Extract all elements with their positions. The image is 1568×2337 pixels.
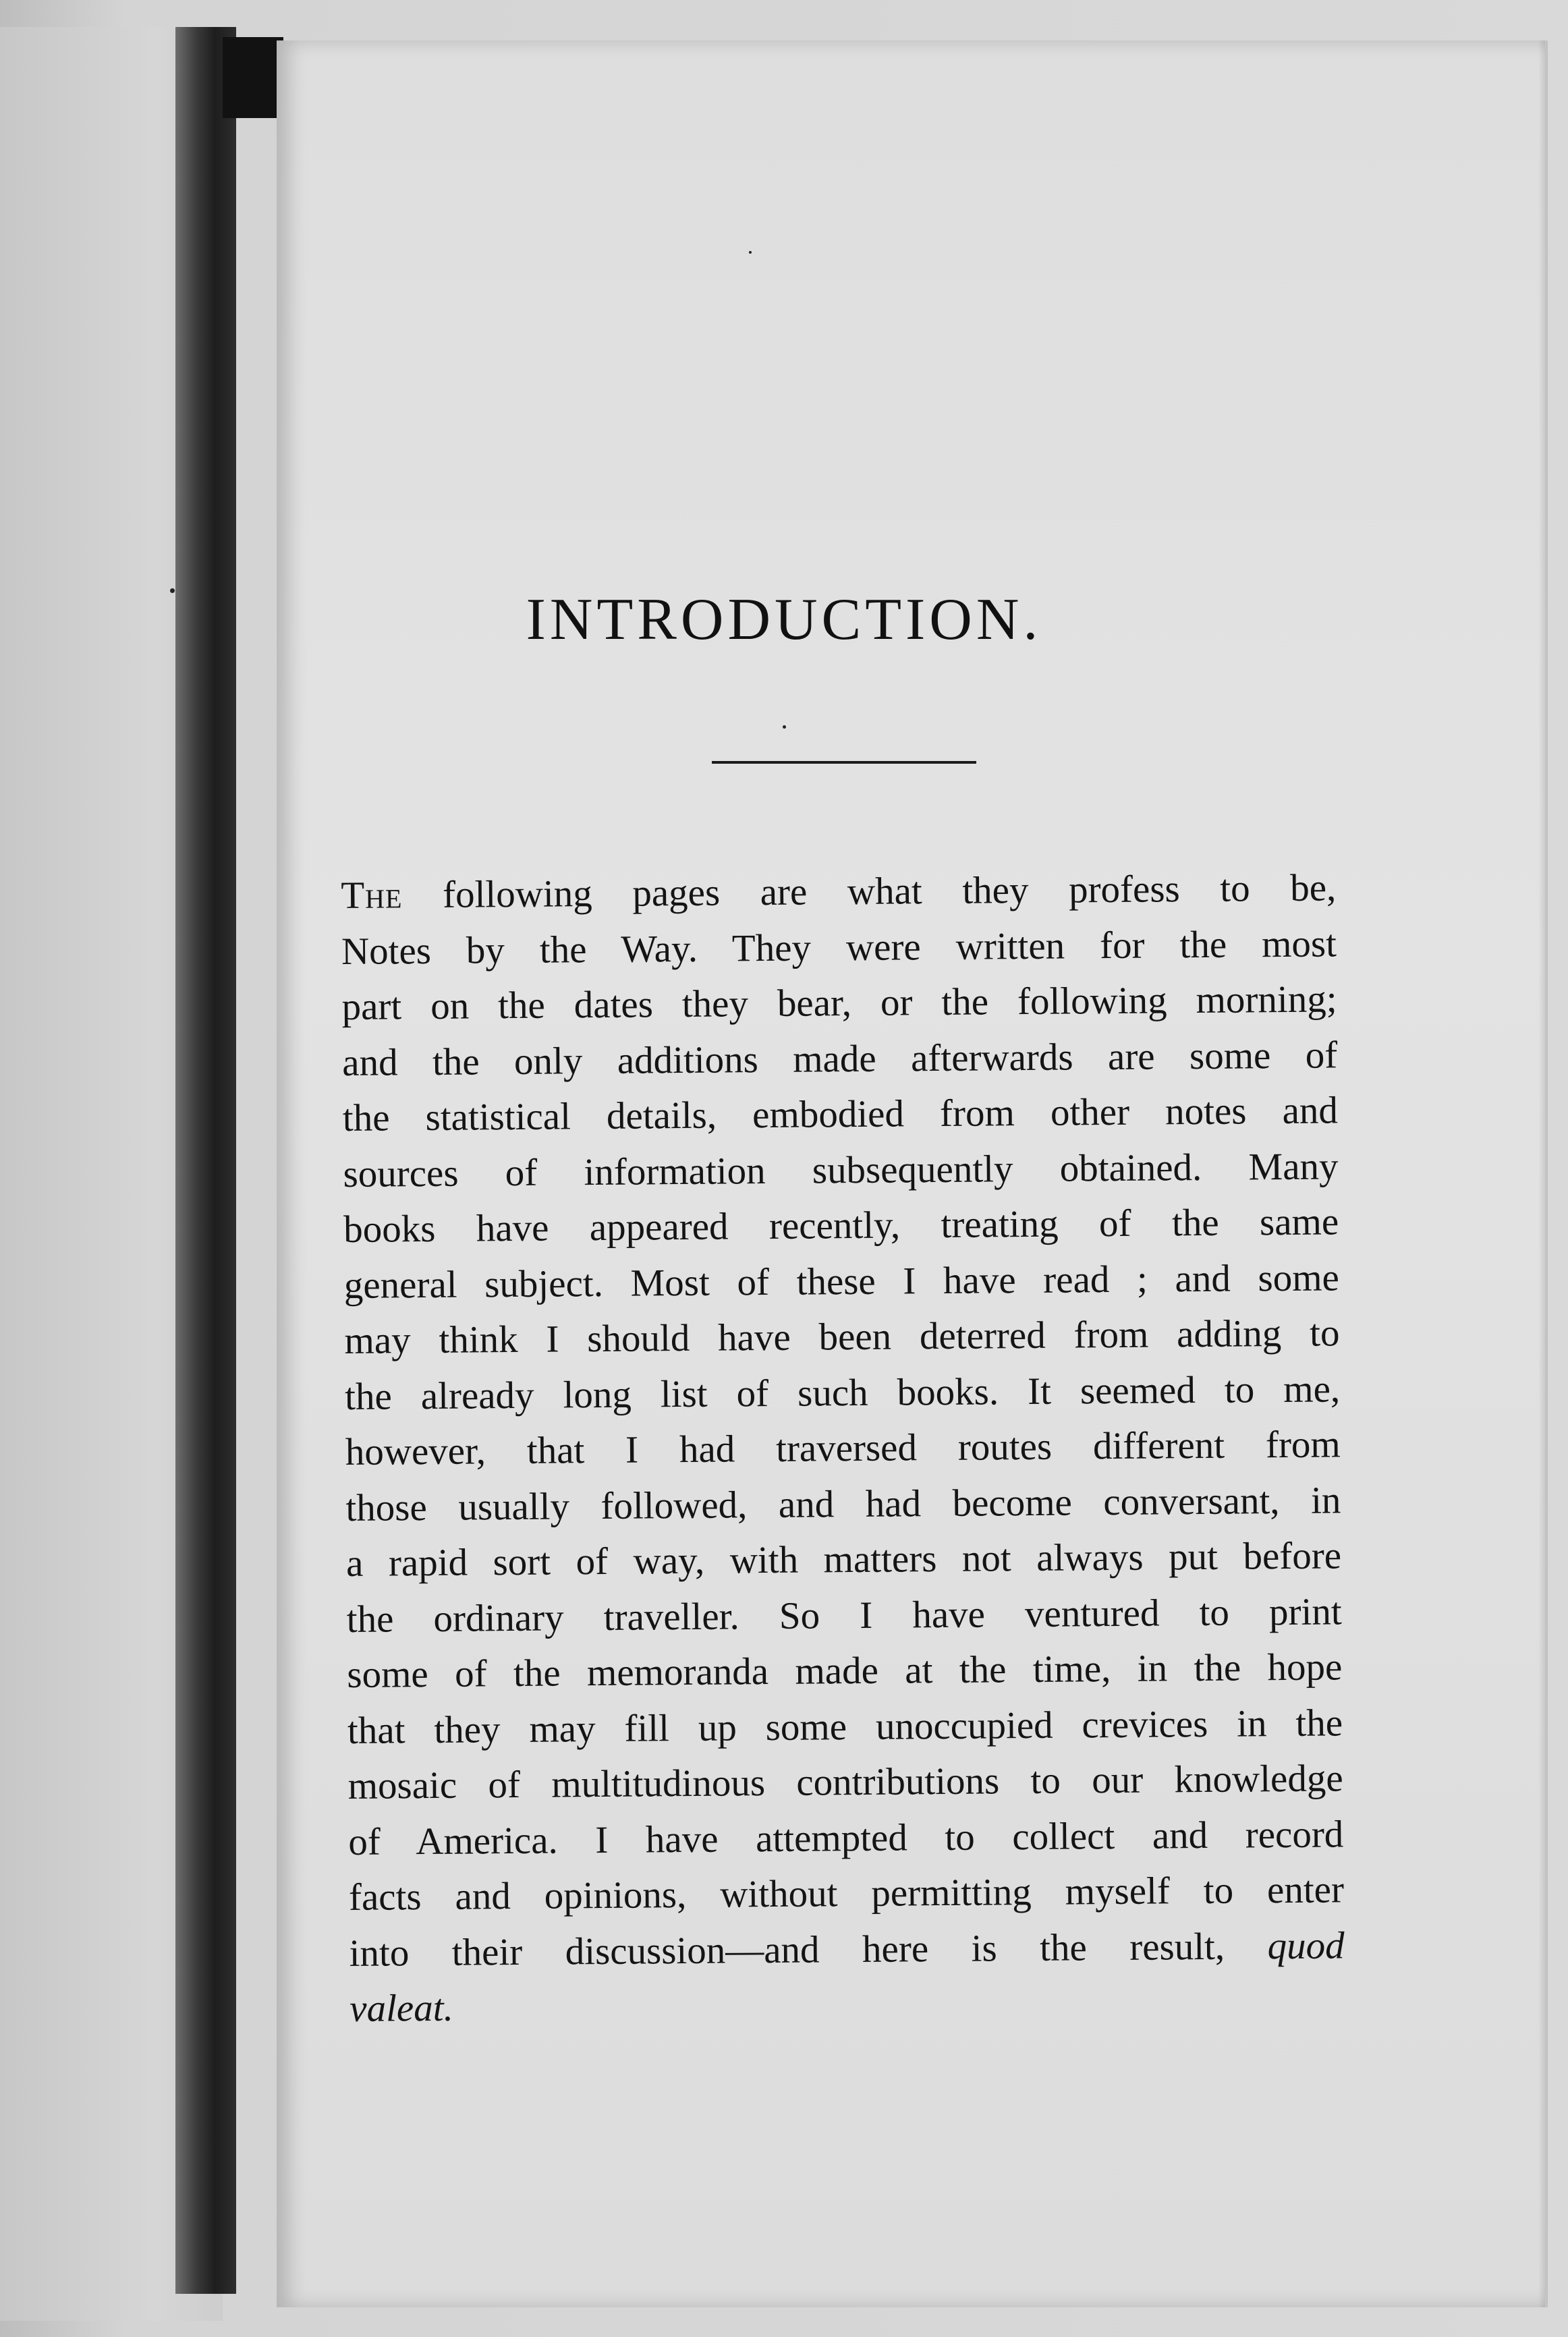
text-line: sources of information subsequently obtained. Many [343, 1144, 1339, 1195]
text-line: general subject. Most of these I have read ; and some [343, 1256, 1340, 1307]
ink-speck [749, 251, 752, 254]
closing-italic: valeat. [349, 1986, 454, 2030]
ink-speck [783, 725, 786, 729]
text-line: a rapid sort of way, with matters not always put before [345, 1534, 1342, 1585]
text-line: and the only additions made afterwards are some of [342, 1033, 1338, 1084]
introduction-paragraph [341, 860, 1345, 2037]
text-line: into their discussion—and here is the result, quod [349, 1923, 1345, 1975]
text-line: the statistical details, embodied from other notes and [342, 1089, 1339, 1139]
text-line [349, 1973, 1345, 2037]
text-line: the already long list of such books. It seemed to me, [344, 1367, 1341, 1418]
text-line: may think I should have been deterred from adding to [344, 1312, 1340, 1362]
book-gutter-shadow [175, 27, 236, 2294]
text-line: that they may fill up some unoccupied crevices in the [347, 1701, 1343, 1752]
text-line: part on the dates they bear, or the following morning; [341, 978, 1337, 1028]
text-line: books have appeared recently, treating of the same [343, 1200, 1339, 1251]
text-line: however, that I had traversed routes different from [345, 1423, 1341, 1473]
text-line: the ordinary traveller. So I have ventured to print [346, 1589, 1342, 1641]
page-title: INTRODUCTION. [526, 587, 1042, 652]
closing-italic: quod [1267, 1923, 1345, 1967]
text-line: those usually followed, and had become conversant, in [345, 1478, 1341, 1529]
text-line: some of the memoranda made at the time, in the hope [347, 1645, 1343, 1696]
text-line: The following pages are what they profess to be, [341, 866, 1337, 917]
text-line: facts and opinions, without permitting myself to enter [348, 1868, 1345, 1919]
title-rule [712, 761, 976, 764]
lead-word: The [341, 874, 403, 917]
book-gutter-top-shadow [223, 37, 283, 118]
page-right-edge-shadow [1538, 40, 1548, 2307]
text-line: Notes by the Way. They were written for the most [341, 922, 1337, 973]
text-line: mosaic of multitudinous contributions to our knowledge [347, 1757, 1343, 1807]
text-line: of America. I have attempted to collect and record [348, 1812, 1344, 1863]
